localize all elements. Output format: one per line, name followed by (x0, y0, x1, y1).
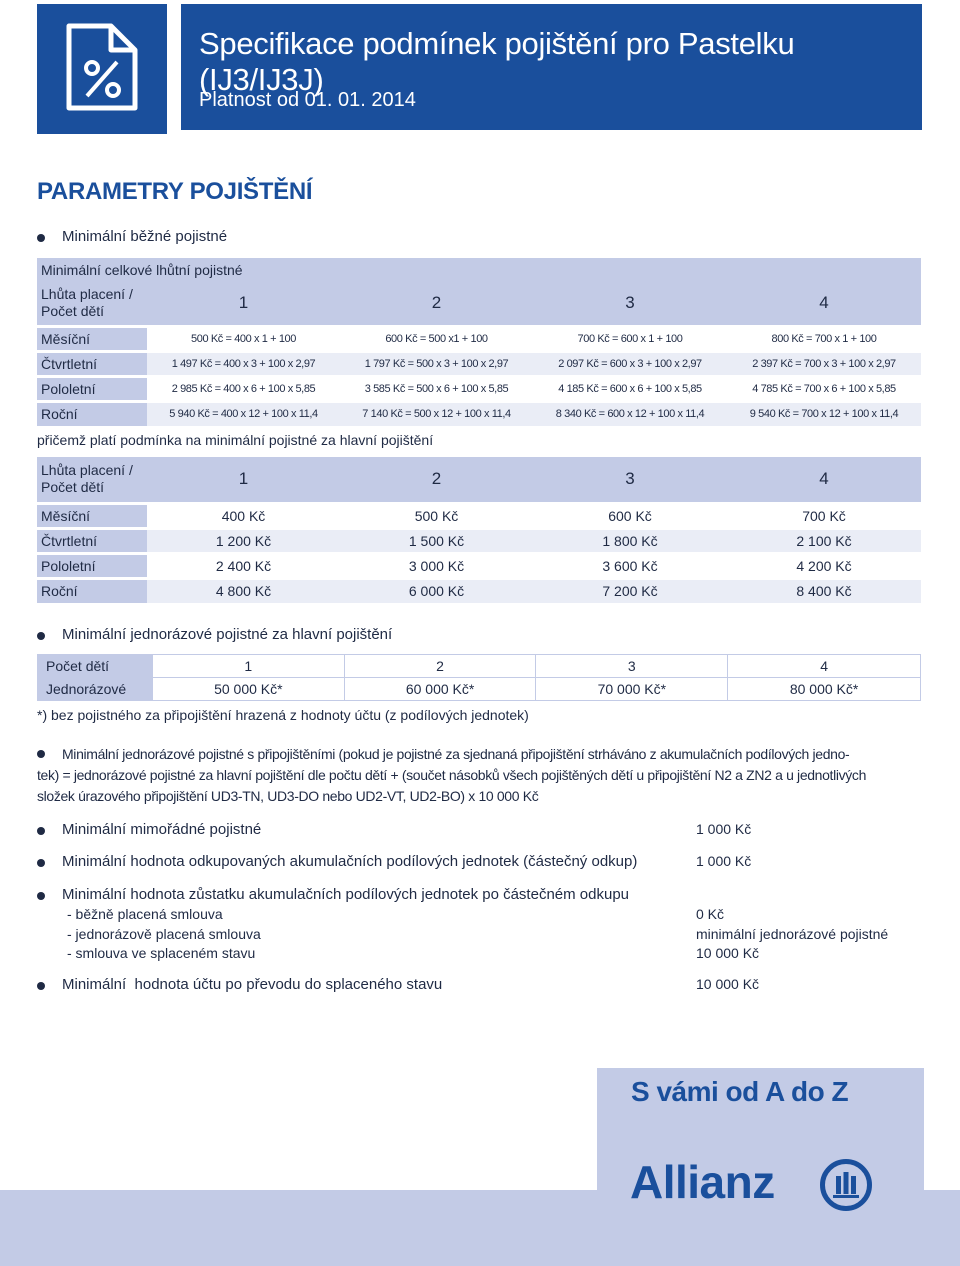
value-text: 10 000 Kč (696, 976, 760, 992)
table-cell: 7 200 Kč (533, 578, 727, 603)
table-cell: 600 Kč = 500 x1 + 100 (340, 326, 533, 351)
sub-list-values (696, 905, 888, 964)
col-header: 1 (152, 655, 344, 678)
table-cell: 1 500 Kč (340, 528, 533, 553)
table-cell: 70 000 Kč* (536, 678, 728, 701)
brand-name: Allianz (630, 1156, 775, 1208)
table-cell: 50 000 Kč* (152, 678, 344, 701)
table-row (37, 351, 921, 376)
table-cell: 80 000 Kč* (728, 678, 921, 701)
bullet-icon (37, 750, 45, 758)
row-label: Roční (37, 401, 147, 426)
header-banner (181, 4, 922, 130)
head-label-line2: Počet dětí (41, 303, 105, 320)
table-cell: 4 785 Kč = 700 x 6 + 100 x 5,85 (727, 376, 921, 401)
paragraph-line: složek úrazového připojištění UD3-TN, UD3-DO nebo UD2-VT, UD2-BO) x 10 000 Kč (37, 788, 539, 804)
document-percent-icon (37, 4, 167, 134)
table-min-main-premium (37, 457, 921, 603)
table-cell: 2 397 Kč = 700 x 3 + 100 x 2,97 (727, 351, 921, 376)
row-label: Čtvrtletní (37, 528, 147, 553)
table-head-label (37, 457, 147, 503)
footnote: *) bez pojistného za připojištění hrazená z hodnoty účtu (z podílových jednotek) (37, 707, 529, 723)
table-cell: 500 Kč = 400 x 1 + 100 (147, 326, 340, 351)
table-cell: 500 Kč (340, 503, 533, 528)
table-row (37, 401, 921, 426)
table-cell: 600 Kč (533, 503, 727, 528)
head-label-line1: Lhůta placení / (41, 462, 133, 479)
value-text: 1 000 Kč (696, 821, 752, 837)
table-cell: 700 Kč = 600 x 1 + 100 (533, 326, 727, 351)
table-cell: 700 Kč (727, 503, 921, 528)
table-row (37, 326, 921, 351)
bullet-icon (37, 234, 45, 242)
paragraph-line: tek) = jednorázové pojistné za hlavní pojištění dle počtu dětí + (součet násobků všech pojištěných dětí u připojištění N2 a ZN2 a u jednotlivých (37, 767, 867, 783)
table-cell: 7 140 Kč = 500 x 12 + 100 x 11,4 (340, 401, 533, 426)
table-cell: 9 540 Kč = 700 x 12 + 100 x 11,4 (727, 401, 921, 426)
col-header: 3 (536, 655, 728, 678)
document-validity: Platnost od 01. 01. 2014 (199, 89, 416, 111)
table-min-total-premium (37, 258, 921, 426)
col-header: 4 (728, 655, 921, 678)
col-header: 2 (340, 282, 533, 326)
slogan: S vámi od A do Z (631, 1076, 849, 1107)
table-caption: Minimální celkové lhůtní pojistné (37, 258, 921, 282)
head-label-line2: Počet dětí (41, 479, 105, 496)
table-cell: 3 000 Kč (340, 553, 533, 578)
bullet-text: Minimální jednorázové pojistné za hlavní pojištění (62, 626, 393, 643)
col-header: 2 (344, 655, 536, 678)
row-label: Měsíční (37, 326, 147, 351)
table-cell: 6 000 Kč (340, 578, 533, 603)
bullet-icon (37, 859, 45, 867)
table-head-label: Počet dětí (38, 655, 153, 678)
sub-list (67, 905, 261, 964)
table-row (37, 376, 921, 401)
allianz-logo-icon (825, 1164, 867, 1206)
table-cell: 2 400 Kč (147, 553, 340, 578)
bullet-min-paid-up-value (37, 976, 442, 993)
sub-list-item: - smlouva ve splaceném stavu (67, 945, 256, 961)
bullet-text: Minimální hodnota odkupovaných akumulačních podílových jednotek (částečný odkup) (62, 853, 638, 870)
allianz-logo-icon (820, 1159, 872, 1211)
row-label: Čtvrtletní (37, 351, 147, 376)
table-cell: 1 797 Kč = 500 x 3 + 100 x 2,97 (340, 351, 533, 376)
bullet-text: Minimální běžné pojistné (62, 228, 228, 245)
table-single-premium (37, 654, 921, 701)
bullet-text: Minimální mimořádné pojistné (62, 821, 262, 838)
col-header: 4 (727, 282, 921, 326)
col-header: 1 (147, 457, 340, 503)
table-cell: 8 400 Kč (727, 578, 921, 603)
bullet-icon (37, 982, 45, 990)
table-row (38, 655, 921, 678)
bullet-text: Minimální hodnota zůstatku akumulačních podílových jednotek po částečném odkupu (62, 886, 630, 903)
section-title: PARAMETRY POJIŠTĚNÍ (37, 178, 313, 205)
table-cell: 1 497 Kč = 400 x 3 + 100 x 2,97 (147, 351, 340, 376)
table-cell: 3 585 Kč = 500 x 6 + 100 x 5,85 (340, 376, 533, 401)
document-title: Specifikace podmínek pojištění pro Pastelku (IJ3/IJ3J) (199, 26, 795, 97)
table-row (37, 528, 921, 553)
col-header: 3 (533, 457, 727, 503)
table-head-label (37, 282, 147, 326)
table-row (37, 503, 921, 528)
bullet-min-surrender-value (37, 853, 637, 870)
condition-note: přičemž platí podmínka na minimální pojistné za hlavní pojištění (37, 432, 434, 448)
sub-list-item: - běžně placená smlouva (67, 906, 223, 922)
table-cell: 3 600 Kč (533, 553, 727, 578)
table-cell: 800 Kč = 700 x 1 + 100 (727, 326, 921, 351)
bullet-min-regular-premium (37, 228, 227, 245)
bullet-text: Minimální hodnota účtu po převodu do splaceného stavu (62, 976, 443, 993)
header-icon-box (37, 4, 167, 134)
value-text: 1 000 Kč (696, 853, 752, 869)
value-text: 10 000 Kč (696, 945, 760, 961)
row-label: Pololetní (37, 376, 147, 401)
bullet-min-remaining-units (37, 886, 629, 903)
table-cell: 4 800 Kč (147, 578, 340, 603)
table-cell: 1 200 Kč (147, 528, 340, 553)
row-label: Pololetní (37, 553, 147, 578)
col-header: 4 (727, 457, 921, 503)
col-header: 2 (340, 457, 533, 503)
bullet-icon (37, 892, 45, 900)
table-cell: 2 985 Kč = 400 x 6 + 100 x 5,85 (147, 376, 340, 401)
table-cell: 400 Kč (147, 503, 340, 528)
bullet-icon (37, 632, 45, 640)
table-cell: 8 340 Kč = 600 x 12 + 100 x 11,4 (533, 401, 727, 426)
bullet-icon (37, 827, 45, 835)
table-cell: 2 100 Kč (727, 528, 921, 553)
col-header: 3 (533, 282, 727, 326)
sub-list-item: - jednorázově placená smlouva (67, 925, 261, 942)
table-row (37, 553, 921, 578)
value-text: minimální jednorázové pojistné (696, 925, 889, 942)
row-label: Roční (37, 578, 147, 603)
table-row (38, 678, 921, 701)
value-text: 0 Kč (696, 906, 725, 922)
bullet-min-extra-premium (37, 821, 261, 838)
head-label-line1: Lhůta placení / (41, 286, 133, 303)
table-cell: 1 800 Kč (533, 528, 727, 553)
table-cell: 2 097 Kč = 600 x 3 + 100 x 2,97 (533, 351, 727, 376)
table-cell: 4 200 Kč (727, 553, 921, 578)
table-cell: 4 185 Kč = 600 x 6 + 100 x 5,85 (533, 376, 727, 401)
row-label: Měsíční (37, 503, 147, 528)
bullet-single-with-riders (37, 744, 927, 807)
paragraph-line: Minimální jednorázové pojistné s připojištěními (pokud je pojistné za sjednaná připojištění strháváno z akumulačních podílových jedno- (62, 746, 850, 762)
table-cell: 60 000 Kč* (344, 678, 536, 701)
table-row (37, 578, 921, 603)
row-label: Jednorázové (38, 678, 153, 701)
col-header: 1 (147, 282, 340, 326)
table-cell: 5 940 Kč = 400 x 12 + 100 x 11,4 (147, 401, 340, 426)
bullet-min-single-premium (37, 626, 392, 643)
